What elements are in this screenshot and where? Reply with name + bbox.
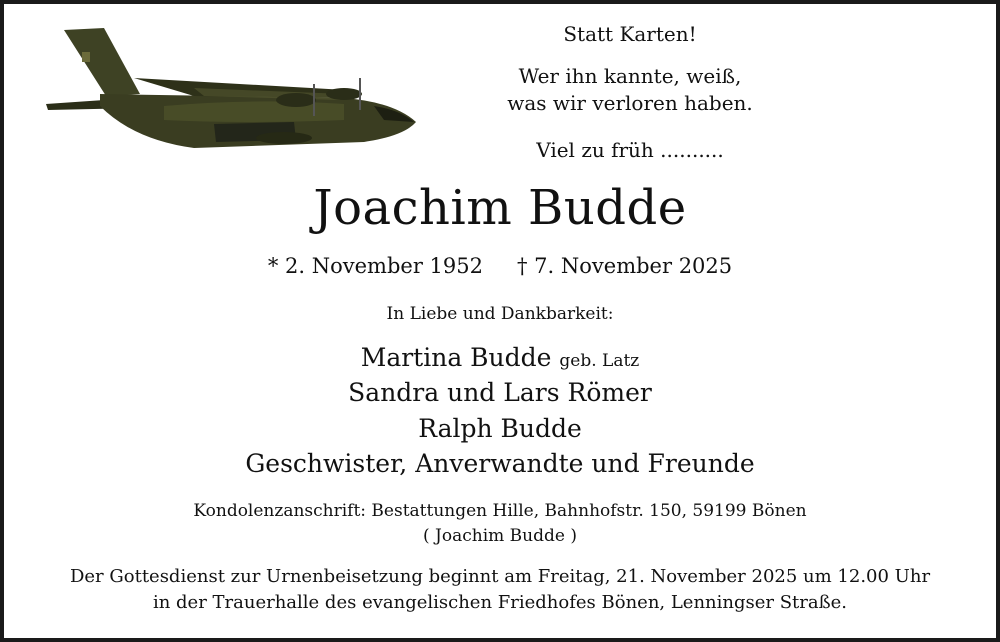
mourner-children-2: Ralph Budde (418, 414, 582, 443)
deceased-name: Joachim Budde (313, 180, 687, 236)
wife-name: Martina Budde (360, 343, 552, 372)
mourner-children-1: Sandra und Lars Römer (348, 378, 652, 407)
header-line-zu-frueh: Viel zu früh .......... (536, 138, 724, 162)
wife-maiden-name: geb. Latz (559, 351, 640, 371)
header-line-kannte: Wer ihn kannte, weiß, (518, 64, 742, 88)
condolence-reference: ( Joachim Budde ) (423, 526, 577, 546)
mourner-others: Geschwister, Anverwandte und Freunde (245, 449, 755, 478)
life-dates (0, 252, 1000, 280)
birth-date: * 2. November 1952 (267, 254, 483, 278)
header-line-verloren: was wir verloren haben. (507, 91, 753, 115)
mourner-wife (0, 340, 1000, 379)
service-line-1: Der Gottesdienst zur Urnenbeisetzung beginnt am Freitag, 21. November 2025 um 12.00 Uhr (69, 566, 931, 587)
condolence-address: Kondolenzanschrift: Bestattungen Hille, Bahnhofstr. 150, 59199 Bönen (193, 501, 807, 521)
death-date: † 7. November 2025 (517, 254, 733, 278)
military-transport-plane-icon (44, 24, 420, 154)
service-line-2: in der Trauerhalle des evangelischen Friedhofes Bönen, Lenningser Straße. (152, 592, 848, 613)
mourners-intro: In Liebe und Dankbarkeit: (386, 304, 614, 324)
header-line-statt-karten: Statt Karten! (563, 22, 697, 46)
